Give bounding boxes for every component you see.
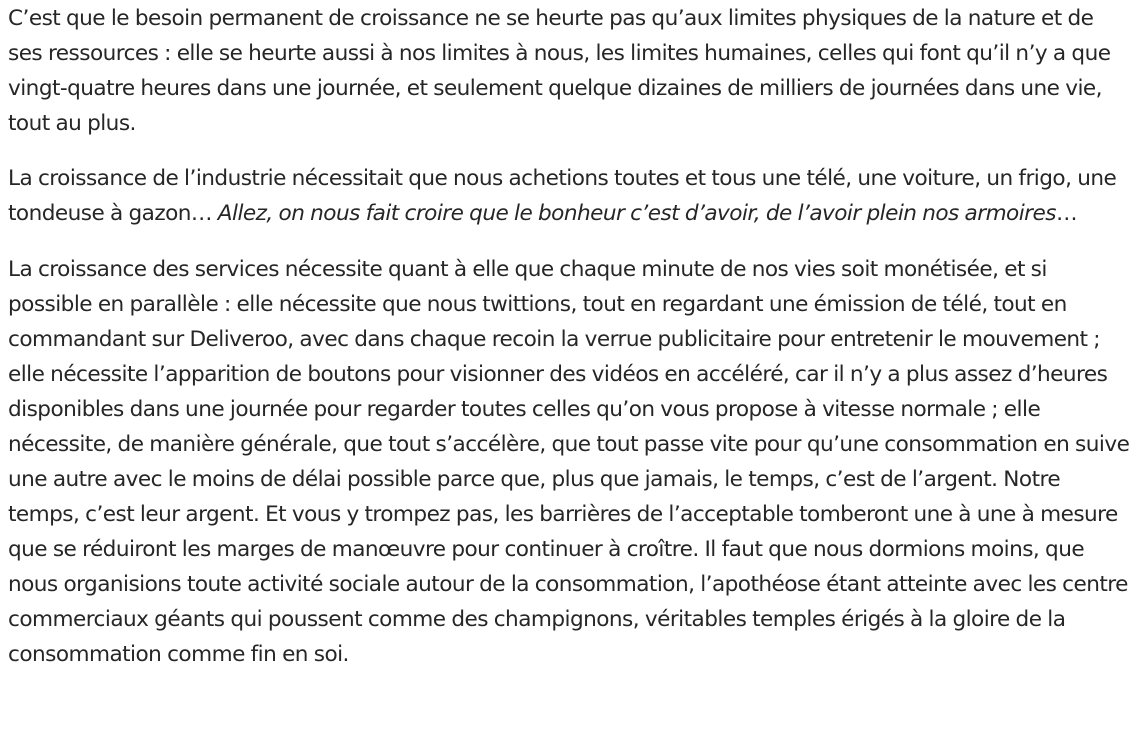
article-body [8, 0, 1132, 672]
paragraph-3: La croissance des services nécessite quant à elle que chaque minute de nos vies soit monétisée, et si possible en parallèle : elle nécessite que nous twittions, tout en regardant une émission de télé, tout en commandant sur Deliveroo, avec dans chaque recoin la verrue publicitaire pour entretenir le mouvement ; elle nécessite l’apparition de boutons pour visionner des vidéos en accéléré, car il n’y a plus assez d’heures disponibles dans une journée pour regarder toutes celles qu’on vous propose à vitesse normale ; elle nécessite, de manière générale, que tout s’accélère, que tout passe vite pour qu’une consommation en suive une autre avec le moins de délai possible parce que, plus que jamais, le temps, c’est de l’argent. Notre temps, c’est leur argent. Et vous y trompez pas, les barrières de l’acceptable tomberont une à une à mesure que se réduiront les marges de manœuvre pour continuer à croître. Il faut que nous dormions moins, que nous organisions toute activité sociale autour de la consommation, l’apothéose étant atteinte avec les centre commerciaux géants qui poussent comme des champignons, véritables temples érigés à la gloire de la consommation comme fin en soi. [8, 257, 1130, 667]
paragraph-2-text: La croissance de l’industrie nécessitait que nous achetions toutes et tous une télé, une voiture, un frigo, une tondeuse à gazon… [8, 166, 1117, 226]
paragraph-1: C’est que le besoin permanent de croissance ne se heurte pas qu’aux limites physiques de la nature et de ses ressources : elle se heurte aussi à nos limites à nous, les limites humaines, celles qui font qu’il n’y a que vingt-quatre heures dans une journée, et seulement quelque dizaines de milliers de journées dans une vie, tout au plus. [8, 6, 1111, 136]
paragraph-2-quote: Allez, on nous fait croire que le bonheur c’est d’avoir, de l’avoir plein nos armoires [217, 201, 1056, 226]
paragraph-2-tail: … [1055, 201, 1077, 226]
paragraph-2 [8, 161, 1132, 231]
